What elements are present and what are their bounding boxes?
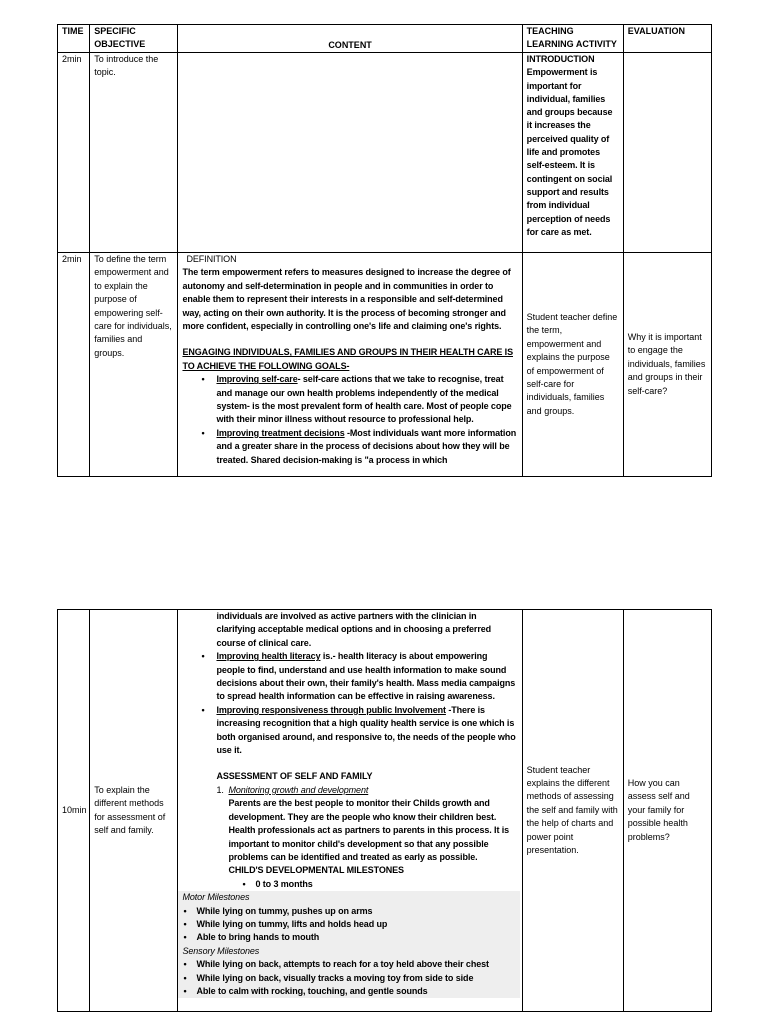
list-item: • While lying on back, visually tracks a moving toy from side to side [196,972,519,985]
objective-cell: To introduce the topic. [90,53,178,253]
tla-cell: Student teacher define the term, empowerment and explains the purpose of empowerment of self-care for individuals, families and groups. [522,253,623,477]
content-cell [178,53,522,253]
time-cell: 10min [58,610,90,1012]
content-cell [178,253,522,477]
objective-cell: To define the term empowerment and to explain the purpose of empowering self-care for individuals, families and groups. [90,253,178,477]
header-row [58,25,712,53]
goals-list [182,373,517,467]
header-content: CONTENT [178,25,522,53]
evaluation-cell [623,53,711,253]
item-text: Parents are the best people to monitor their Childs growth and development. They are the people who know their children best. Health professionals act as partners to parents in this process. It is important to monitor child's development so that any possible problems can be identified and treated as early as possible. [228,798,510,862]
list-item: • Improving self-care- self-care actions that we take to recognise, treat and manage our own health problems independently of the medical system- is the most prevalent form of health care. Most of people cope with their minor illness without resource to professional help. [216,373,517,427]
tla-cell: Student teacher explains the different methods of assessing the self and family with the help of charts and power point presentation. [522,610,623,1012]
milestones-heading: CHILD'S DEVELOPMENTAL MILESTONES [228,865,404,876]
table-row [58,610,712,1012]
list-item: • While lying on back, attempts to reach for a toy held above their chest [196,958,519,971]
lesson-plan-table-1 [57,24,712,477]
header-time: TIME [58,25,90,53]
continuation-text: individuals are involved as active partners with the clinician in clarifying acceptable medical options and in choosing a preferred course of clinical care. [216,611,492,648]
tla-text: Empowerment is important for individual, families and groups because it increases the perceived quality of life and promotes self-esteem. It is contingent on social support and results from individual perception of needs for care as met. [526,67,613,237]
list-item: • Improving health literacy is.- health literacy is about empowering people to find, understand and use health information to make sound decisions about their own, their family's health. Mass media campaigns to spread health information can be effective in raising awareness. [216,650,517,704]
tla-cell [522,53,623,253]
sensory-heading: Sensory Milestones [182,945,260,956]
assessment-heading: ASSESSMENT OF SELF AND FAMILY [216,771,373,782]
content-cell [178,610,522,1012]
evaluation-cell: Why it is important to engage the individuals, families and groups in their self-care? [623,253,711,477]
list-item: • While lying on tummy, lifts and holds head up [196,918,519,931]
header-objective: SPECIFIC OBJECTIVE [90,25,178,53]
numbered-item [182,784,517,797]
table-row [58,53,712,253]
header-tla: TEACHING LEARNING ACTIVITY [522,25,623,53]
definition-heading: DEFINITION [186,254,237,264]
motor-list [182,905,519,945]
age-range: • 0 to 3 months [182,878,517,891]
motor-heading: Motor Milestones [182,892,250,903]
tla-heading: INTRODUCTION [526,54,595,64]
objective-cell: To explain the different methods for assessment of self and family. [90,610,178,1012]
item-title: Monitoring growth and development [228,784,369,795]
list-item: • Able to calm with rocking, touching, and gentle sounds [196,985,519,998]
time-cell: 2min [58,253,90,477]
definition-text: The term empowerment refers to measures designed to increase the degree of autonomy and self-determination in people and in communities in order to enable them to represent their interests in a responsible and self-determined way, acting on their own authority. It is the process of becoming stronger and more confident, especially in controlling one's life and claiming one's rights. [182,267,511,332]
list-item: • Improving treatment decisions -Most individuals want more information and a greater share in the process of decisions about how they will be treated. Shared decision-making is "a process in which [216,427,517,467]
list-item: • Able to bring hands to mouth [196,931,519,944]
lesson-plan-table-2 [57,609,712,1012]
header-evaluation: EVALUATION [623,25,711,53]
list-item: • While lying on tummy, pushes up on arms [196,905,519,918]
table-row [58,253,712,477]
item-number: 1. [216,784,224,795]
goals-list [182,650,517,757]
evaluation-cell: How you can assess self and your family for possible health problems? [623,610,711,1012]
sensory-list [182,958,519,998]
goals-heading: ENGAGING INDIVIDUALS, FAMILIES AND GROUPS IN THEIR HEALTH CARE IS TO ACHIEVE THE FOLLOWING GOALS- [182,347,513,371]
list-item: • Improving responsiveness through public Involvement -There is increasing recognition that a high quality health service is one which is both organised around, and responsive to, the needs of the people who use it. [216,704,517,758]
time-cell: 2min [58,53,90,253]
milestones-box [178,891,519,998]
